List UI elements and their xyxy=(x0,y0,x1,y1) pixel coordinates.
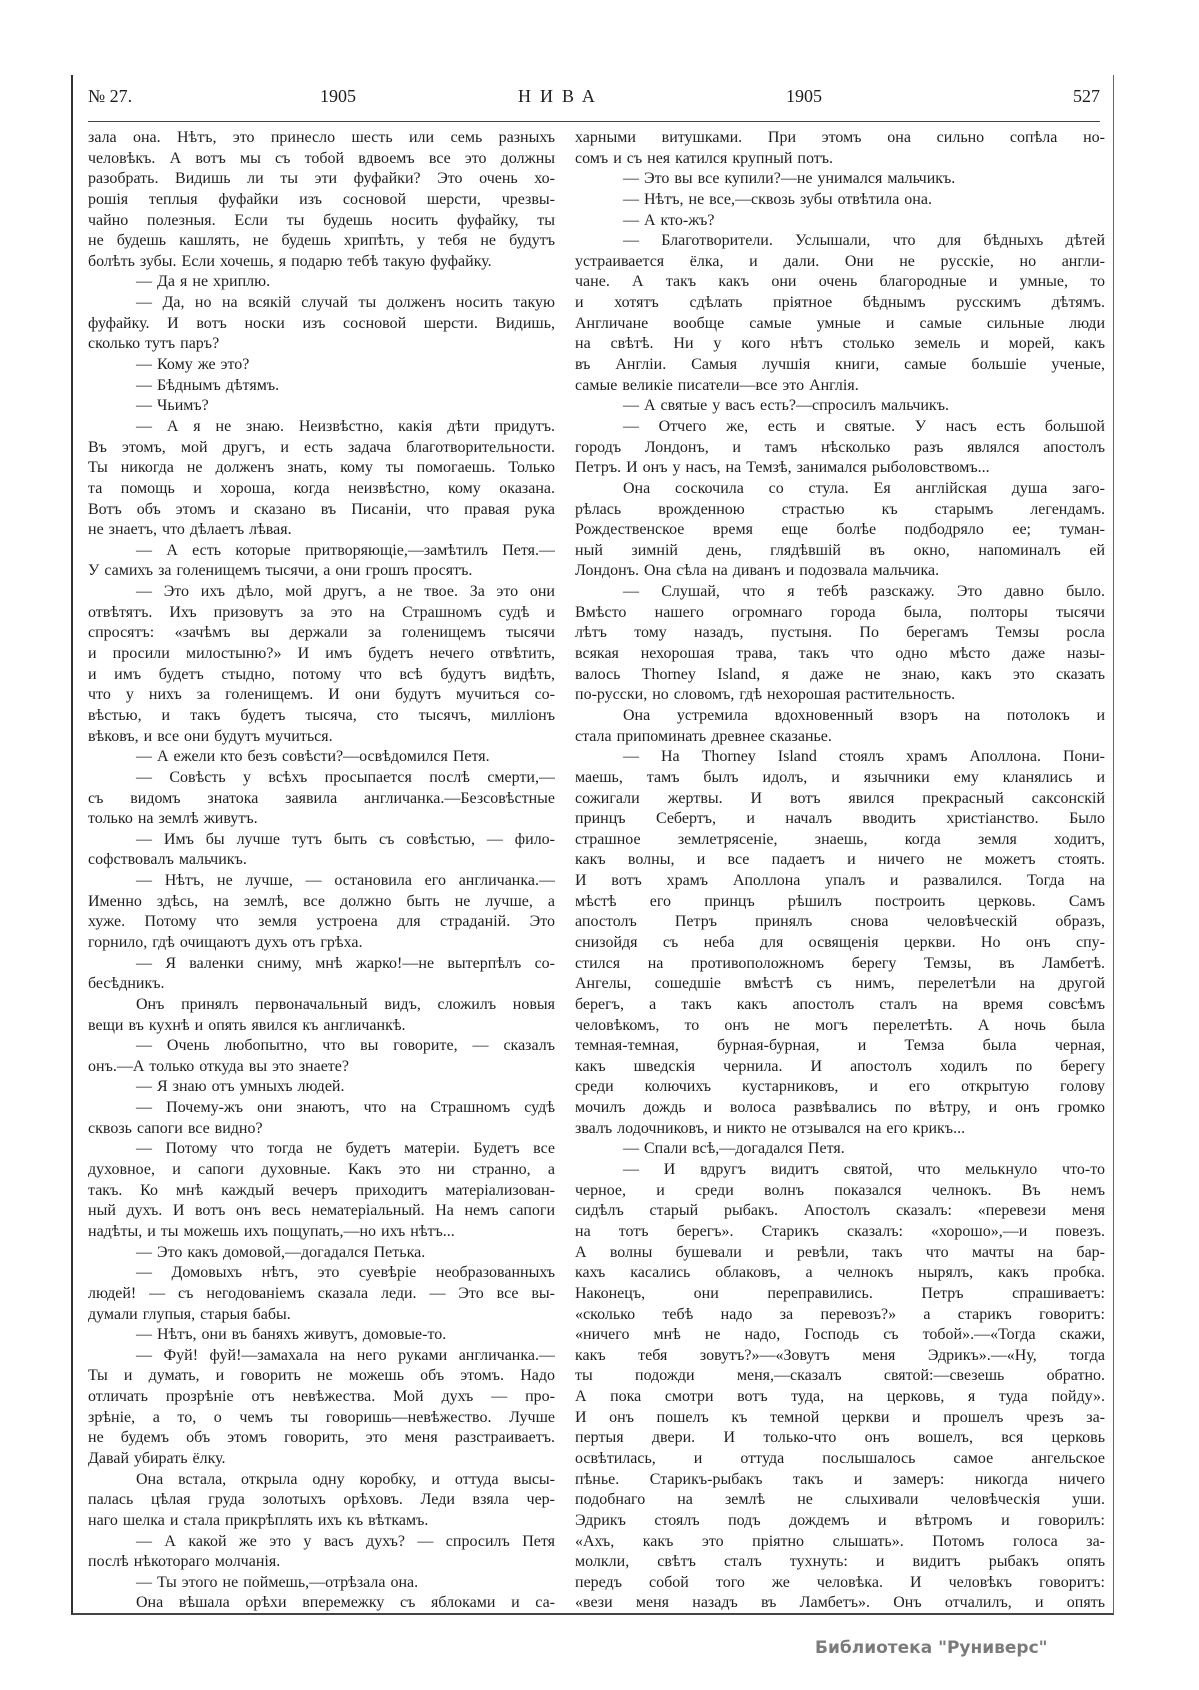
text-line: — Бѣднымъ дѣтямъ. xyxy=(136,376,280,394)
text-line: валось Thorney Island, я даже не знаю, какъ это сказать xyxy=(575,665,1105,683)
paragraph xyxy=(575,211,1105,232)
paragraph xyxy=(575,169,1105,190)
paragraph xyxy=(88,1243,555,1264)
text-line: «сколько тебѣ надо за перевозъ?» а старикъ говоритъ: xyxy=(575,1305,1105,1323)
text-line: сквозь сапоги все видно? xyxy=(88,1119,263,1137)
text-line: пѣнье. Старикъ-рыбакъ такъ и замеръ: никогда ничего xyxy=(575,1470,1105,1488)
text-line: — Потому что тогда не будетъ матеріи. Будетъ все xyxy=(136,1140,555,1158)
year-right: 1905 xyxy=(786,86,822,106)
text-line: рѣлась врожденною страстью къ старымъ легендамъ. xyxy=(575,500,1105,518)
paragraph xyxy=(575,747,1105,1139)
text-line: молкли, свѣтъ сталъ тухнуть: и видитъ рыбакъ опять xyxy=(575,1553,1105,1571)
page-number: 527 xyxy=(1073,86,1100,106)
text-line: та помощь и хороша, когда неизвѣстно, кому оказана. xyxy=(88,479,555,497)
header-rule xyxy=(88,121,1100,122)
paragraph xyxy=(88,995,555,1036)
text-line: Ты никогда не долженъ знать, кому ты помогаешь. Только xyxy=(88,459,555,477)
text-line: Вотъ объ этомъ и сказано въ Писаніи, что правая рука xyxy=(88,500,555,518)
paragraph xyxy=(88,1593,555,1614)
text-line: сожигали жертвы. И вотъ явился прекрасный саксонскій xyxy=(575,789,1105,807)
text-line: — Чьимъ? xyxy=(136,397,209,415)
text-line: «Ахъ, какъ это пріятно слышать». Потомъ голоса за- xyxy=(575,1532,1105,1550)
text-line: — Это ихъ дѣло, мой другъ, а не твое. За это они xyxy=(136,583,555,601)
text-line: и хотятъ сдѣлать пріятное бѣднымъ русскимъ дѣтямъ. xyxy=(575,294,1105,312)
text-line: духовное, и сапоги духовные. Какъ это ни странно, а xyxy=(88,1161,555,1179)
text-line: рошія теплыя фуфайки изъ сосновой шерсти, чрезвы- xyxy=(88,190,555,208)
paragraph xyxy=(575,1160,1105,1614)
text-line: апостолъ Петръ принялъ снова человѣческій образъ, xyxy=(575,913,1105,931)
text-line: хуже. Потому что земля устроена для страданій. Это xyxy=(88,913,555,931)
paragraph xyxy=(575,479,1105,582)
text-line: Въ этомъ, мой другъ, и есть задача благотворительности. xyxy=(88,438,555,456)
text-line: не будемъ объ этомъ говорить, это меня разстраиваетъ. xyxy=(88,1429,555,1447)
paragraph xyxy=(575,396,1105,417)
text-line: — Очень любопытно, что вы говорите, — сказалъ xyxy=(136,1037,555,1055)
text-column-right xyxy=(575,128,1105,1614)
text-line: И онъ пошелъ къ темной церкви и прошелъ чрезъ за- xyxy=(575,1408,1105,1426)
paragraph xyxy=(88,272,555,293)
text-line: такъ. Ко мнѣ каждый вечеръ приходитъ матеріализован- xyxy=(88,1181,555,1199)
text-line: послѣ нѣкотораго молчанія. xyxy=(88,1553,281,1571)
text-line: — Да, но на всякій случай ты долженъ носить такую xyxy=(136,294,555,312)
paragraph xyxy=(88,582,555,747)
text-line: человѣкъ. А вотъ мы съ тобой вдвоемъ все это должны xyxy=(88,149,555,167)
text-line: отвѣтятъ. Ихъ призовутъ за это на Страшномъ судѣ и xyxy=(88,603,555,621)
text-line: стился на противоположномъ берегу Темзы, въ Ламбетѣ. xyxy=(575,954,1105,972)
text-line: передъ собой того же человѣка. И человѣкъ говоритъ: xyxy=(575,1573,1105,1591)
text-line: страшное землетрясеніе, знаешь, когда земля ходитъ, xyxy=(575,830,1105,848)
paragraph xyxy=(575,417,1105,479)
text-line: надѣты, и ты можешь ихъ пощупать,—но ихъ нѣтъ... xyxy=(88,1222,455,1240)
text-line: — Совѣсть у всѣхъ просыпается послѣ смерти,— xyxy=(136,768,555,786)
paragraph xyxy=(88,871,555,954)
text-line: ный духъ. И вотъ онъ весь нематеріальный. На немъ сапоги xyxy=(88,1202,555,1220)
text-line: Именно здѣсь, на землѣ, все должно быть не лучше, а xyxy=(88,892,555,910)
text-line: — А какой же это у васъ духъ? — спросилъ Петя xyxy=(136,1532,555,1550)
text-line: всякая нехорошая трава, такъ что одно мѣсто даже назы- xyxy=(575,645,1105,663)
text-line: ный зимній день, глядѣвшій въ окно, напоминалъ ей xyxy=(575,541,1105,559)
text-line: — А ежели кто безъ совѣсти?—освѣдомился Петя. xyxy=(136,748,490,766)
text-line: — Это вы все купили?—не унимался мальчикъ. xyxy=(623,170,956,188)
text-line: зрѣніе, а то, о чемъ ты говоришь—невѣжество. Лучше xyxy=(88,1408,555,1426)
text-line: — А святые у васъ есть?—спросилъ мальчикъ. xyxy=(623,397,949,415)
text-line: Давай убирать ёлку. xyxy=(88,1450,226,1467)
text-line: — Слушай, что я тебѣ разскажу. Это давно было. xyxy=(623,583,1105,601)
text-line: черное, и среди волнъ показался челнокъ. Въ немъ xyxy=(575,1181,1105,1199)
text-line: и просили милостыню?» И имъ будетъ нечего отвѣтить, xyxy=(88,645,555,663)
text-line: Лондонъ. Она сѣла на диванъ и подозвала мальчика. xyxy=(575,562,940,580)
text-line: бесѣдникъ. xyxy=(88,975,165,993)
text-line: — Домовыхъ нѣтъ, это суевѣріе необразованныхъ xyxy=(136,1264,555,1282)
paragraph xyxy=(88,355,555,376)
text-line: темная-темная, бурная-бурная, и Темза была черная, xyxy=(575,1037,1105,1055)
text-line: сколько тутъ паръ? xyxy=(88,335,220,353)
text-line: — А кто-жъ? xyxy=(623,211,715,229)
text-line: спросятъ: «зачѣмъ вы держали за голенищемъ тысячи xyxy=(88,624,555,642)
text-line: кахъ касались облаковъ, а челнокъ нырялъ, какъ пробка. xyxy=(575,1264,1105,1282)
paragraph xyxy=(575,128,1105,169)
text-line: устраивается ёлка, и дали. Они не русскіе, но англи- xyxy=(575,252,1105,270)
text-line: софствовалъ мальчикъ. xyxy=(88,851,247,869)
paragraph xyxy=(88,1325,555,1346)
paragraph xyxy=(575,231,1105,396)
text-line: на свѣтѣ. Ни у кого нѣтъ столько земель и морей, какъ xyxy=(575,335,1105,353)
text-line: Ангелы, сошедшіе вмѣстѣ съ нимъ, перелетѣли на другой xyxy=(575,975,1105,993)
text-line: въ Англіи. Самыя лучшія книги, самые большіе ученые, xyxy=(575,356,1105,374)
text-line: человѣкомъ, то онъ не могъ перелетѣть. А ночь была xyxy=(575,1016,1105,1034)
text-line: самые великіе писатели—все это Англія. xyxy=(575,376,859,394)
text-line: берегъ, а такъ какъ апостолъ сталъ на время совсѣмъ xyxy=(575,995,1105,1013)
text-line: — Нѣтъ, не все,—сквозь зубы отвѣтила она. xyxy=(623,190,932,208)
paragraph xyxy=(575,582,1105,706)
text-line: вѣстью, и такъ будетъ тысяча, сто тысячъ, милліонъ xyxy=(88,706,555,724)
text-line: что у нихъ за голенищемъ. И они будутъ мучиться со- xyxy=(88,686,555,704)
text-line: среди колючихъ кустарниковъ, и его открытую голову xyxy=(575,1078,1105,1096)
text-line: и имъ будетъ стыдно, потому что всѣ будутъ видѣть, xyxy=(88,665,555,683)
text-line: — Фуй! фуй!—замахала на него руками англичанка.— xyxy=(136,1346,555,1364)
text-line: горнило, гдѣ очищаютъ духъ отъ грѣха. xyxy=(88,933,363,951)
text-line: снизойдя съ неба для освященія церкви. Но онъ спу- xyxy=(575,933,1105,951)
text-line: чайно полезныя. Если ты будешь носить фуфайку, ты xyxy=(88,211,555,229)
text-line: вѣковъ, и все они будутъ мучиться. xyxy=(88,727,333,745)
journal-title: НИВА xyxy=(518,86,604,106)
text-line: наго шелка и стала прикрѣплять ихъ къ вѣткамъ. xyxy=(88,1511,429,1529)
text-line: мочилъ дождь и волоса развѣвались по вѣтру, и онъ громко xyxy=(575,1099,1105,1117)
text-line: Она вѣшала орѣхи вперемежку съ яблоками и са- xyxy=(136,1594,555,1612)
text-line: стала припоминать древнее сказанье. xyxy=(575,727,832,745)
text-line: «ничего мнѣ не надо, Господь съ тобой».—«Тогда скажи, xyxy=(575,1326,1105,1344)
text-line: зала она. Нѣтъ, это принесло шесть или семь разныхъ xyxy=(88,129,555,146)
text-line: лѣтъ тому назадъ, пустыня. По берегамъ Темзы росла xyxy=(575,624,1105,642)
text-line: — Спали всѣ,—догадался Петя. xyxy=(623,1140,845,1158)
text-line: — И вдругъ видитъ святой, что мелькнуло что-то xyxy=(623,1161,1105,1179)
text-line: Англичане вообще самые умные и самые сильные люди xyxy=(575,314,1105,332)
text-line: Ты и думать, и говорить не можешь объ этомъ. Надо xyxy=(88,1367,555,1385)
paragraph xyxy=(88,747,555,768)
paragraph xyxy=(88,1098,555,1139)
text-line: сидѣлъ старый рыбакъ. Апостолъ сказалъ: «перевези меня xyxy=(575,1202,1105,1220)
text-line: городъ Лондонъ, и тамъ нѣсколько разъ являлся апостолъ xyxy=(575,438,1105,456)
text-line: Онъ принялъ первоначальный видъ, сложилъ новыя xyxy=(136,995,555,1013)
paragraph xyxy=(88,293,555,355)
text-line: звалъ лодочниковъ, и никто не отзывался на его крикъ... xyxy=(575,1119,966,1137)
text-line: А волны бушевали и ревѣли, такъ что мачты на бар- xyxy=(575,1243,1105,1261)
text-line: болѣть зубы. Если хочешь, я подарю тебѣ такую фуфайку. xyxy=(88,252,492,270)
text-line: — Я валенки сниму, мнѣ жарко!—не вытерпѣлъ со- xyxy=(136,954,555,972)
paragraph xyxy=(88,1470,555,1532)
paragraph xyxy=(575,706,1105,747)
text-line: пертыя двери. И только-что онъ вошелъ, вся церковь xyxy=(575,1429,1105,1447)
text-line: Наконецъ, они переправились. Петръ спрашиваетъ: xyxy=(575,1284,1105,1302)
text-line: не будешь кашлять, не будешь хрипѣть, у тебя не будутъ xyxy=(88,232,555,250)
text-line: — Я знаю отъ умныхъ людей. xyxy=(136,1078,345,1096)
text-line: — Отчего же, есть и святые. У насъ есть большой xyxy=(623,417,1105,435)
text-line: — Кому же это? xyxy=(136,356,250,374)
text-line: У самихъ за голенищемъ тысячи, а они грошъ просятъ. xyxy=(88,562,473,580)
text-line: фуфайку. И вотъ носки изъ сосновой шерсти. Видишь, xyxy=(88,314,555,332)
text-line: вещи въ кухнѣ и опять явился къ англичанкѣ. xyxy=(88,1016,406,1034)
text-line: мѣстѣ его принцъ рѣшилъ построить церковь. Самъ xyxy=(575,892,1105,910)
text-line: какъ шведскія чернила. И апостолъ ходилъ по берегу xyxy=(575,1057,1105,1075)
text-line: — Ты этого не поймешь,—отрѣзала она. xyxy=(136,1573,419,1591)
text-line: отличать прозрѣніе отъ невѣжества. Мой духъ — про- xyxy=(88,1388,555,1406)
paragraph xyxy=(88,1263,555,1325)
text-line: на тотъ берегъ». Старикъ сказалъ: «хорошо»,—и повезъ. xyxy=(575,1222,1105,1240)
paragraph xyxy=(88,376,555,397)
text-line: людей! — съ негодованіемъ сказала леди. — Это все вы- xyxy=(88,1284,555,1302)
paragraph xyxy=(88,1532,555,1573)
text-line: сомъ и съ нея катился крупный потъ. xyxy=(575,149,833,167)
text-line: — А я не знаю. Неизвѣстно, какія дѣти придутъ. xyxy=(136,417,555,435)
text-line: чане. А такъ какъ они очень благородные и умные, то xyxy=(575,273,1105,291)
text-line: подобнаго на землѣ не слыхивали человѣческія уши. xyxy=(575,1491,1105,1509)
paragraph xyxy=(88,417,555,541)
paragraph xyxy=(88,1346,555,1470)
text-line: — Да я не хриплю. xyxy=(136,273,271,291)
year-left: 1905 xyxy=(320,86,356,106)
paragraph xyxy=(88,128,555,272)
text-line: съ видомъ знатока заявила англичанка.—Безсовѣстные xyxy=(88,789,555,807)
library-watermark: Библиотека "Руниверс" xyxy=(815,1638,1048,1658)
text-line: онъ.—А только откуда вы это знаете? xyxy=(88,1057,349,1075)
paragraph xyxy=(88,768,555,830)
text-line: — Имъ бы лучше тутъ быть съ совѣстью, — фило- xyxy=(136,830,555,848)
paragraph xyxy=(88,396,555,417)
text-line: — Нѣтъ, не лучше, — остановила его англичанка.— xyxy=(136,872,555,890)
text-line: А пока смотри вотъ туда, на церковь, я туда пойду». xyxy=(575,1388,1105,1406)
text-line: «вези меня назадъ въ Ламбетъ». Онъ отчалилъ, и опять xyxy=(575,1594,1105,1612)
paragraph xyxy=(575,1139,1105,1160)
text-line: Эдрикъ стоялъ подъ дождемъ и вѣтромъ и говорилъ: xyxy=(575,1511,1105,1529)
paragraph xyxy=(575,190,1105,211)
text-line: не знаетъ, что дѣлаетъ лѣвая. xyxy=(88,521,292,539)
paragraph xyxy=(88,954,555,995)
text-line: думали глупыя, старыя бабы. xyxy=(88,1305,291,1323)
paragraph xyxy=(88,1573,555,1594)
text-line: — Это какъ домовой,—догадался Петька. xyxy=(136,1243,426,1261)
text-line: — Нѣтъ, они въ баняхъ живутъ, домовые-то. xyxy=(136,1326,447,1344)
text-line: — На Thorney Island стоялъ храмъ Аполлона. Пони- xyxy=(623,748,1105,766)
paragraph xyxy=(88,830,555,871)
text-line: Она соскочила со стула. Ея англійская душа заго- xyxy=(623,479,1105,497)
text-line: Она встала, открыла одну коробку, и оттуда высы- xyxy=(136,1470,555,1488)
running-header xyxy=(88,86,1100,116)
text-line: — Благотворители. Услышали, что для бѣдныхъ дѣтей xyxy=(623,232,1105,250)
paragraph xyxy=(88,1077,555,1098)
paragraph xyxy=(88,1036,555,1077)
text-line: какъ тебя зовутъ?»—«Зовутъ меня Эдрикъ».—«Ну, тогда xyxy=(575,1346,1105,1364)
text-line: освѣтилась, и оттуда послышалось самое ангельское xyxy=(575,1450,1105,1467)
text-line: Рождественское время еще болѣе подбодряло ее; туман- xyxy=(575,521,1105,539)
text-line: ты подожди меня,—сказалъ святой:—свезешь обратно. xyxy=(575,1367,1105,1385)
text-line: принцъ Себертъ, и началъ вводить христіанство. Было xyxy=(575,810,1105,828)
paragraph xyxy=(88,1139,555,1242)
text-line: только на землѣ живутъ. xyxy=(88,810,258,828)
text-line: И вотъ храмъ Аполлона упалъ и развалился. Тогда на xyxy=(575,872,1105,890)
text-line: Вмѣсто нашего огромнаго города была, полторы тысячи xyxy=(575,603,1105,621)
text-line: маешь, тамъ былъ идолъ, и язычники ему кланялись и xyxy=(575,768,1105,786)
text-line: Петръ. И онъ у насъ, на Темзѣ, занимался рыболовствомъ... xyxy=(575,459,990,477)
text-line: Она устремила вдохновенный взоръ на потолокъ и xyxy=(623,706,1105,724)
text-line: по-русски, но словомъ, гдѣ нехорошая растительность. xyxy=(575,686,956,704)
issue-number: № 27. xyxy=(88,86,133,106)
text-line: какъ волны, и все падаетъ и ничего не можетъ стоять. xyxy=(575,851,1105,869)
text-line: — А есть которые притворяющіе,—замѣтилъ Петя.— xyxy=(136,541,555,559)
text-line: палась цѣлая груда золотыхъ орѣховъ. Леди взяла чер- xyxy=(88,1491,555,1509)
text-line: разобрать. Видишь ли ты эти фуфайки? Это очень хо- xyxy=(88,170,555,188)
paragraph xyxy=(88,541,555,582)
text-column-left xyxy=(88,128,555,1614)
text-line: — Почему-жъ они знаютъ, что на Страшномъ судѣ xyxy=(136,1099,555,1117)
text-line: харными витушками. При этомъ она сильно сопѣла но- xyxy=(575,129,1105,146)
